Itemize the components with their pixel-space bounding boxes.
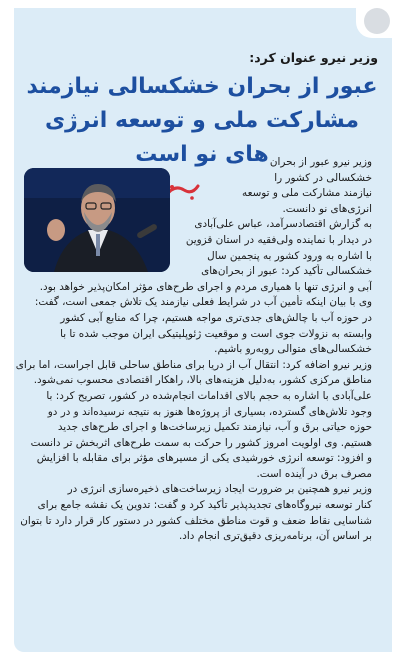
body-line: وزیر نیرو همچنین بر ضرورت ایجاد زیرساخت‌های ذخیره‌سازی انرژی در xyxy=(67,483,372,496)
body-line: نیازمند مشارکت ملی و توسعه xyxy=(242,187,372,200)
body-line: خشکسالی تأکید کرد: عبور از بحران‌های xyxy=(201,265,372,278)
body-line: خشکسالی‌های متوالی روبه‌رو باشیم. xyxy=(214,343,372,356)
corner-circle-icon xyxy=(364,8,390,34)
body-line: بر اساس آن، برنامه‌ریزی دقیق‌تری انجام داد. xyxy=(178,530,372,543)
body-line: مناطق مرکزی کشور، به‌دلیل هزینه‌های بالا، راهکار اقتصادی محسوب نمی‌شود. xyxy=(33,374,372,387)
body-line: انرژی‌های نو دانست. xyxy=(282,202,372,215)
article-body xyxy=(8,155,372,545)
body-line: علی‌آبادی با اشاره به حجم بالای اقدامات انجام‌شده در کشور، تصریح کرد: با xyxy=(46,389,372,402)
body-line: در دیدار با نماینده ولی‌فقیه در استان قزوین xyxy=(185,233,372,246)
body-line: وزیر نیرو اضافه کرد: انتقال آب از دریا برای مناطق ساحلی قابل اجراست، اما برای xyxy=(15,358,372,371)
body-line: شناسایی نقاط ضعف و قوت مناطق مختلف کشور در دستور کار قرار دارد تا بتوان xyxy=(20,514,372,527)
body-line: وزیر نیرو عبور از بحران xyxy=(269,156,372,168)
body-line: در حوزه آب با چالش‌های جدی‌تری مواجه هستیم، چرا که منابع آبی کشور xyxy=(60,311,372,324)
body-line: خشکسالی در کشور را xyxy=(274,171,372,184)
body-line: با اشاره به ورود کشور به پنجمین سال xyxy=(207,249,372,262)
body-line: آبی و انرژی تنها با همیاری مردم و اجرای طرح‌های مؤثر امکان‌پذیر خواهد بود. xyxy=(39,280,372,293)
article-kicker: وزیر نیرو عنوان کرد: xyxy=(249,50,378,65)
body-line: به گزارش اقتصادسرآمد، عباس علی‌آبادی xyxy=(194,218,372,231)
body-line: حوزه حیاتی برق و آب، نیازمند تکمیل زیرساخت‌ها و اجرای طرح‌های جدید xyxy=(57,421,372,434)
body-line: هستیم. وی اولویت امروز کشور را حرکت به سمت طرح‌های اثربخش تر دانست xyxy=(30,436,372,449)
body-line: وی با بیان اینکه تأمین آب در شرایط فعلی نیازمند یک تلاش جمعی است، گفت: xyxy=(34,296,372,309)
article-headline: عبور از بحران خشکسالی نیازمند مشارکت ملی و توسعه انرژی های نو است xyxy=(26,74,378,167)
body-line: وابسته به نزولات جوی است و موقعیت ژئوپلیتیکی ایران موجب شده تا با xyxy=(60,327,372,340)
body-line: کنار توسعه نیروگاه‌های تجدیدپذیر تأکید کرد و گفت: تدوین یک نقشه جامع برای xyxy=(37,499,372,512)
body-line: و افزود: توسعه انرژی خورشیدی یکی از مسیرهای مؤثر برای مقابله با افزایش xyxy=(36,452,372,465)
body-line: مصرف برق در آینده است. xyxy=(256,467,372,480)
body-line: وجود تلاش‌های گسترده، بسیاری از پروژه‌ها هنوز به نتیجه نرسیده‌اند و در دو xyxy=(47,405,372,418)
corner-tab xyxy=(356,6,394,38)
